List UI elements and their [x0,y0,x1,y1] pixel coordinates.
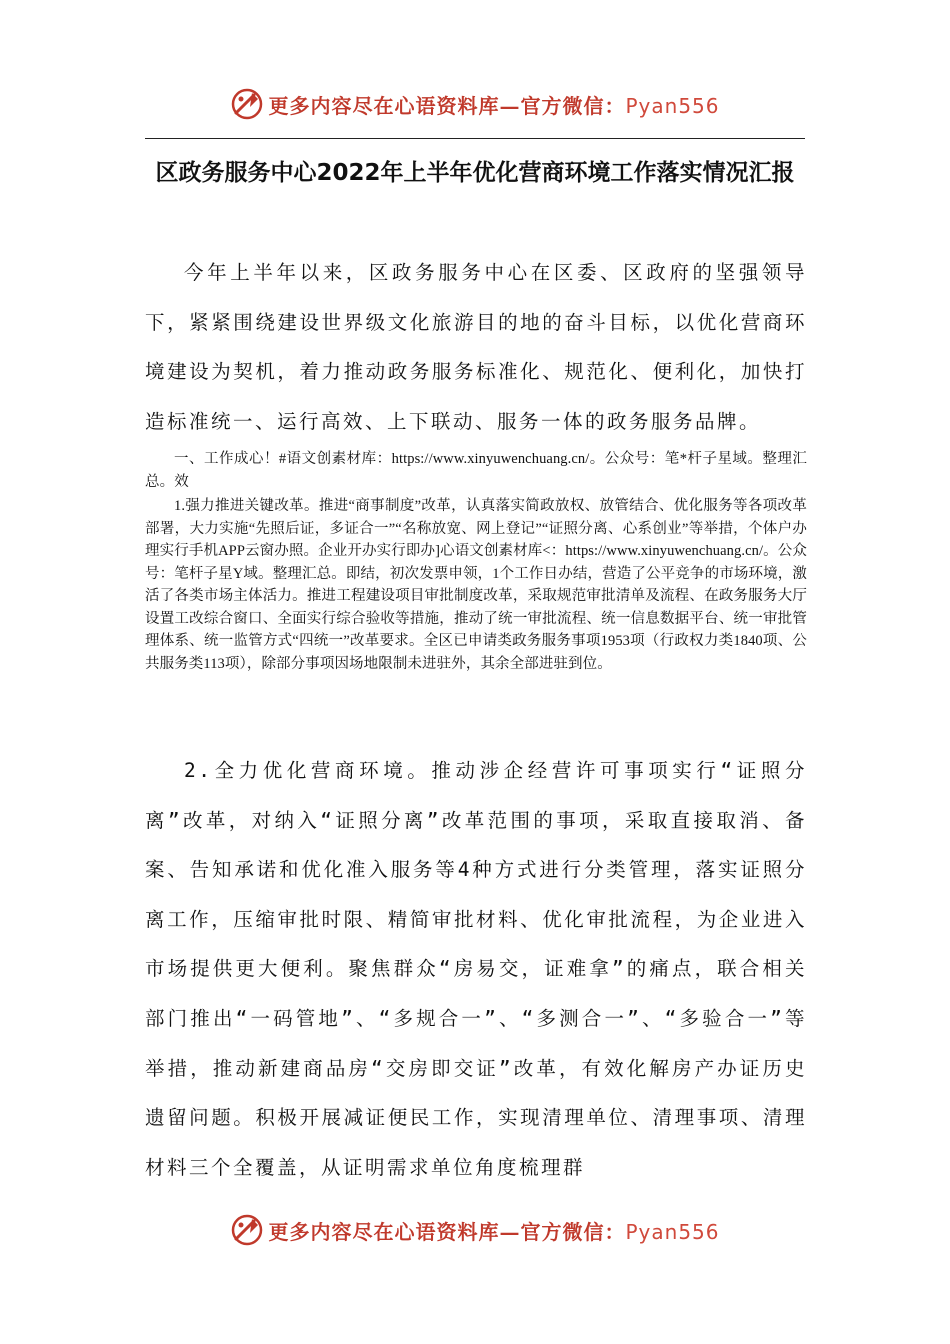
brand-logo-icon [230,1213,264,1247]
header-rule [145,138,805,139]
banner-text: 更多内容尽在心语资料库—官方微信：Pyan556 [268,93,720,118]
brand-logo-icon [230,87,264,121]
paragraph-intro: 今年上半年以来，区政务服务中心在区委、区政府的坚强领导下，紧紧围绕建设世界级文化旅游目的地的奋斗目标，以优化营商环境建设为契机，着力推动政务服务标准化、规范化、便利化，加快打造标准统一、运行高效、上下联动、服务一体的政务服务品牌。 [145,261,807,433]
wechat-id: Pyan556 [625,93,720,118]
document-title: 区政务服务中心2022年上半年优化营商环境工作落实情况汇报 [155,160,795,186]
paragraph-item-1: 1.强力推进关键改革。推进“商事制度”改革，认真落实简政放权、放管结合、优化服务等各项改革部署，大力实施“先照后证，多证合一”“名称放宽、网上登记”“证照分离、心系创业”等举措，个体户办理实行手机APP云窗办照。企业开办实行即办]心语文创素材库<：https://www.xinyuwenchuang.cn/。公众号：笔杆子星Y域。整理汇总。即结，初次发票申领，1个工作日办结，营造了公平竞争的市场环境，激活了各类市场主体活力。推进工程建设项目审批制度改革，采取规范审批清单及流程、在政务服务大厅设置工改综合窗口、全面实行综合验收等措施，推动了统一审批流程、统一信息数据平台、统一审批管理体系、统一监管方式“四统一”改革要求。全区已申请类政务服务事项1953项（行政权力类1840项、公共服务类113项），除部分事项因场地限制未进驻外，其余全部进驻到位。 [145,498,807,672]
paragraph-section-1: 一、工作成心！#语文创素材库：https://www.xinyuwenchuang.cn/。公众号：笔*杆子星域。整理汇总。效 [145,451,807,490]
paragraph-item-2: 2.全力优化营商环境。推动涉企经营许可事项实行“证照分离”改革，对纳入“证照分离”改革范围的事项，采取直接取消、备案、告知承诺和优化准入服务等4种方式进行分类管理，落实证照分离工作，压缩审批时限、精简审批材料、优化审批流程，为企业进入市场提供更大便利。聚焦群众“房易交，证难拿”的痛点，联合相关部门推出“一码管地”、“多规合一”、“多测合一”、“多验合一”等举措，推动新建商品房“交房即交证”改革，有效化解房产办证历史遗留问题。积极开展减证便民工作，实现清理单位、清理事项、清理材料三个全覆盖，从证明需求单位角度梳理群 [145,759,807,1179]
wechat-id: Pyan556 [625,1219,720,1244]
banner-text: 更多内容尽在心语资料库—官方微信：Pyan556 [268,1219,720,1244]
footer-banner [0,1210,950,1250]
header-banner [0,84,950,124]
